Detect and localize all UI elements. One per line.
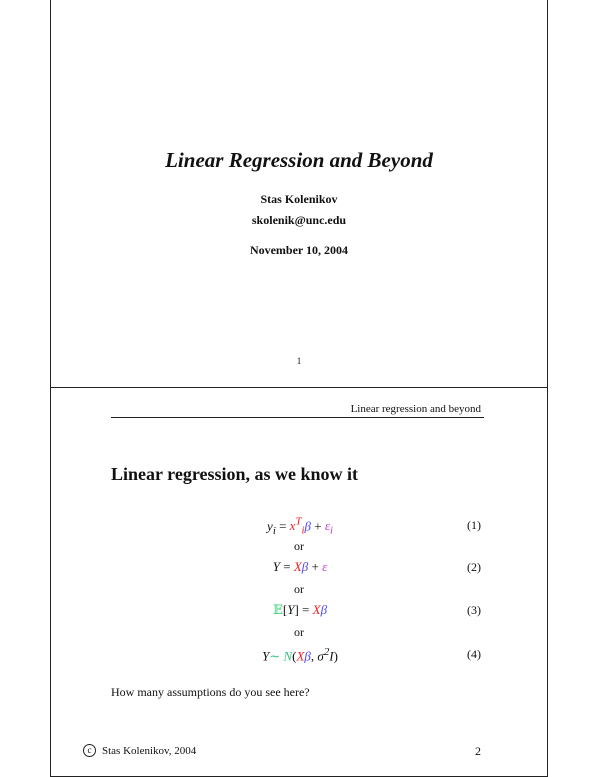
slide-title: Linear Regression and Beyond xyxy=(165,148,433,172)
question-text: How many assumptions do you see here? xyxy=(111,685,310,699)
or-label: or xyxy=(294,582,304,596)
running-header: Linear regression and beyond xyxy=(350,403,481,415)
equation-number: (4) xyxy=(467,647,481,661)
header-rule xyxy=(111,417,484,418)
or-label: or xyxy=(294,625,304,639)
author: Stas Kolenikov xyxy=(260,192,338,206)
page-number: 2 xyxy=(475,744,481,758)
footer-text: Stas Kolenikov, 2004 xyxy=(102,744,197,757)
slide-2 xyxy=(50,387,548,777)
copyright-icon: c xyxy=(83,744,96,757)
equation-number: (1) xyxy=(467,518,481,532)
equation-number: (3) xyxy=(467,603,481,617)
equation-2: Y = Xβ + ε xyxy=(272,559,328,574)
email: skolenik@unc.edu xyxy=(251,213,347,227)
page-number: 1 xyxy=(296,356,302,366)
slide-1 xyxy=(50,0,548,388)
equation-1: $y_i = x^T_i\beta + \varepsilon_i$ xyxy=(267,516,333,537)
equation-4: Y∼ N(Xβ, $\sigma^2I$) xyxy=(262,646,338,664)
slide-heading: Linear regression, as we know it xyxy=(111,464,359,484)
equation-number: (2) xyxy=(467,560,481,574)
date: November 10, 2004 xyxy=(249,243,349,257)
footer xyxy=(83,744,196,757)
equation-3: 𝔼[Y] = Xβ xyxy=(272,602,328,617)
or-label: or xyxy=(294,539,304,553)
